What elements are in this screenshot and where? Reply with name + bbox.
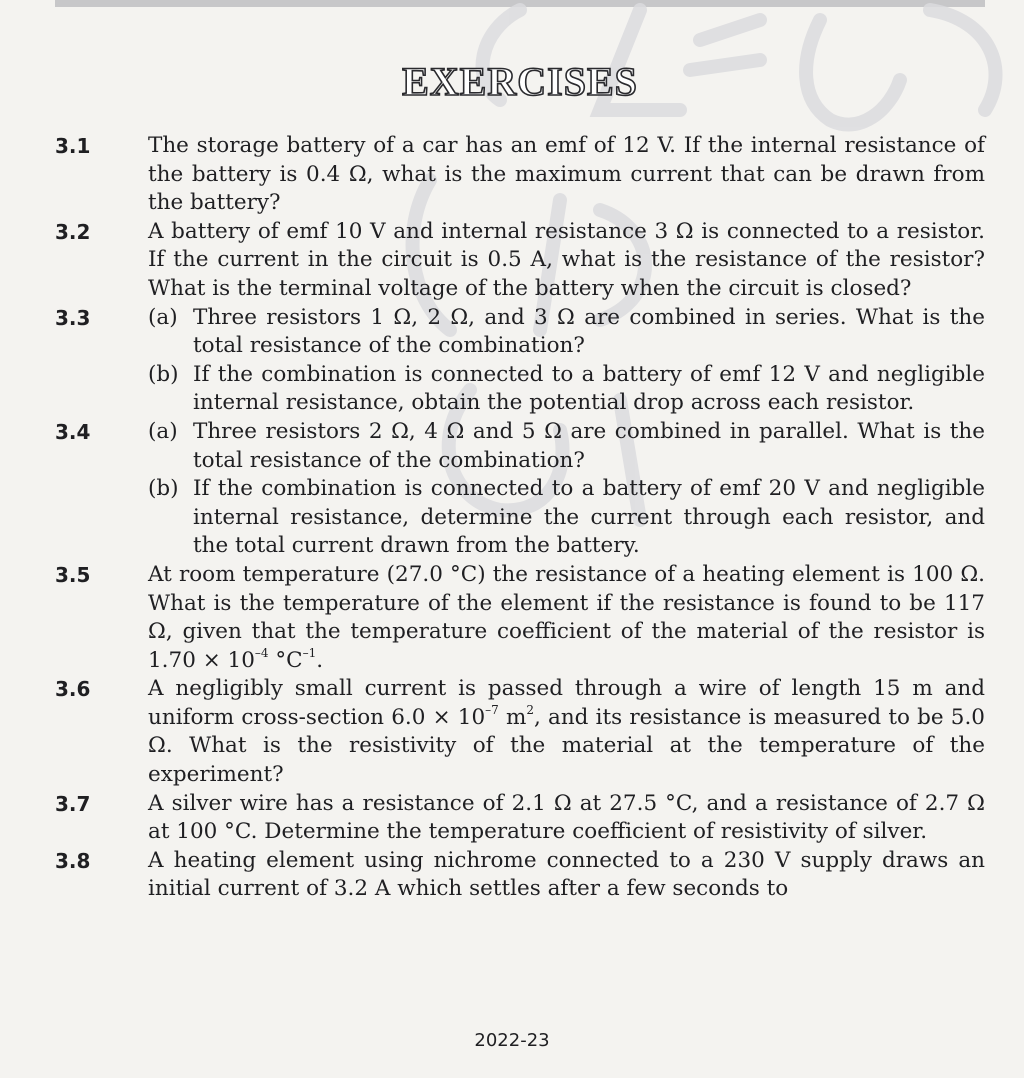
exercise-list bbox=[55, 132, 985, 904]
exercise-number: 3.5 bbox=[55, 562, 91, 587]
exercise-number: 3.6 bbox=[55, 677, 91, 702]
text-after: . bbox=[316, 647, 324, 673]
exercise-part-b bbox=[148, 475, 985, 561]
exercises-heading: EXERCISES bbox=[402, 59, 638, 104]
text-after: , and its resistance is measured to be 5.0 Ω. What is the resistivity of the material at the temperature of the experiment? bbox=[148, 704, 985, 788]
exercise-part-a bbox=[148, 304, 985, 361]
exercise-number: 3.8 bbox=[55, 848, 91, 873]
part-label: (b) bbox=[148, 476, 179, 502]
exercise-number: 3.7 bbox=[55, 791, 91, 816]
exercise-3-5 bbox=[55, 561, 985, 675]
exercise-3-3 bbox=[55, 304, 985, 418]
exercise-3-6 bbox=[55, 675, 985, 789]
exercise-number: 3.4 bbox=[55, 419, 91, 444]
exercise-3-8 bbox=[55, 847, 985, 904]
exercise-number: 3.1 bbox=[55, 134, 91, 158]
part-label: (a) bbox=[148, 304, 178, 330]
text-unit: m bbox=[498, 704, 527, 730]
text-before: At room temperature (27.0 °C) the resistance of a heating element is 100 Ω. What is the temperature of the element if the resistance is found to be 117 Ω, given that the temperature coefficient of the material of the resistor is 1.70 × 10 bbox=[148, 561, 985, 673]
exercise-number: 3.3 bbox=[55, 305, 91, 330]
exercise-part-b bbox=[148, 361, 985, 418]
exercise-number: 3.2 bbox=[55, 219, 91, 244]
exercise-text: A battery of emf 10 V and internal resistance 3 Ω is connected to a resistor. If the current in the circuit is 0.5 A, what is the resistance of the resistor? What is the terminal voltage of the battery when the circuit is closed? bbox=[148, 218, 985, 301]
superscript-exponent: 2 bbox=[526, 702, 534, 717]
exercise-3-2 bbox=[55, 218, 985, 304]
exercise-part-a bbox=[148, 418, 985, 475]
page-footer-year: 2022-23 bbox=[474, 1030, 550, 1051]
part-text: Three resistors 1 Ω, 2 Ω, and 3 Ω are combined in series. What is the total resistance of the combination? bbox=[193, 304, 985, 359]
exercise-text bbox=[148, 675, 985, 789]
text-unit: °C bbox=[268, 647, 303, 673]
exercise-text: The storage battery of a car has an emf of 12 V. If the internal resistance of the battery is 0.4 Ω, what is the maximum current that can be drawn from the battery? bbox=[148, 133, 985, 216]
superscript-exponent: –7 bbox=[485, 702, 499, 717]
text-before: A negligibly small current is passed through a wire of length 15 m and uniform cross-section 6.0 × 10 bbox=[148, 676, 985, 730]
exercise-text: A heating element using nichrome connected to a 230 V supply draws an initial current of 3.2 A which settles after a few seconds to bbox=[148, 847, 985, 902]
top-rule bbox=[55, 0, 985, 7]
superscript-exponent: –4 bbox=[254, 645, 269, 660]
exercise-text: A silver wire has a resistance of 2.1 Ω at 27.5 °C, and a resistance of 2.7 Ω at 100 °C. Determine the temperature coefficient of resistivity of silver. bbox=[148, 790, 985, 845]
exercise-3-4 bbox=[55, 418, 985, 561]
part-text: Three resistors 2 Ω, 4 Ω and 5 Ω are combined in parallel. What is the total resistance of the combination? bbox=[193, 418, 985, 473]
part-label: (b) bbox=[148, 361, 179, 387]
part-label: (a) bbox=[148, 418, 178, 444]
part-text: If the combination is connected to a battery of emf 12 V and negligible internal resistance, obtain the potential drop across each resistor. bbox=[193, 361, 985, 416]
exercise-text bbox=[148, 561, 985, 675]
exercise-3-1 bbox=[55, 132, 985, 218]
exercise-3-7 bbox=[55, 790, 985, 847]
part-text: If the combination is connected to a battery of emf 20 V and negligible internal resistance, determine the current through each resistor, and the total current drawn from the battery. bbox=[193, 476, 985, 559]
superscript-exponent: –1 bbox=[302, 645, 317, 660]
